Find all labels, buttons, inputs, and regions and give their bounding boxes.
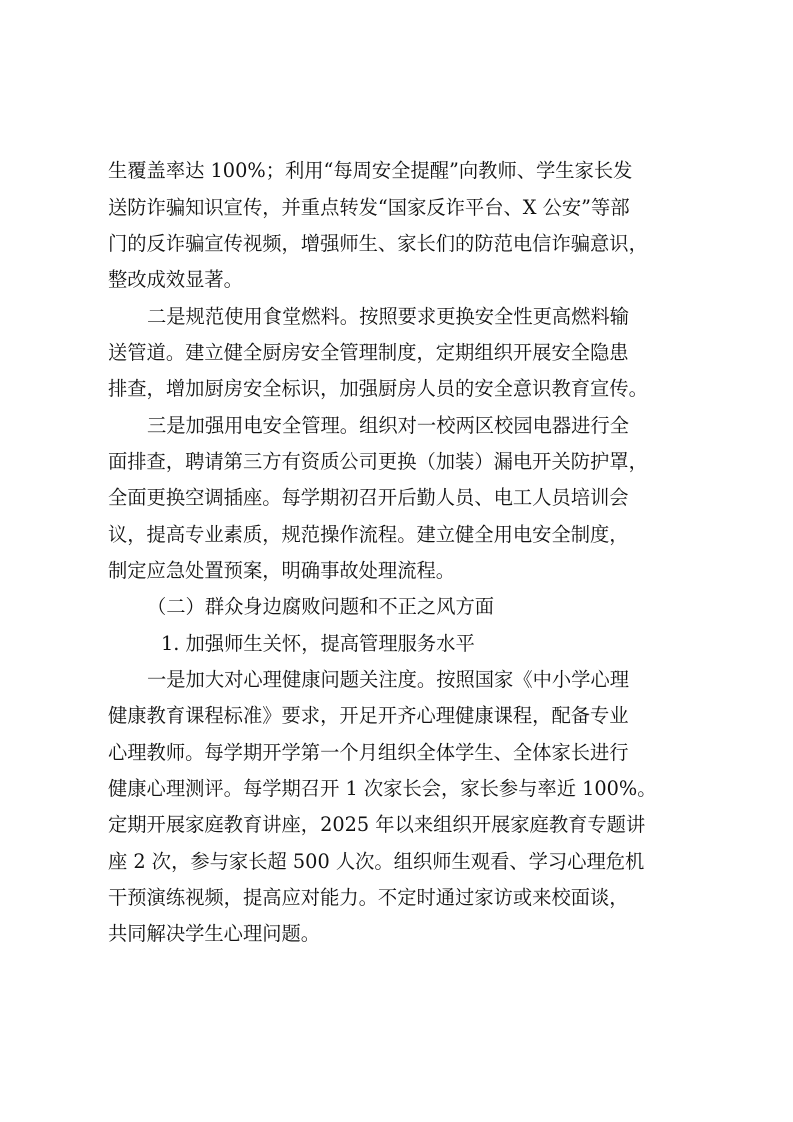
text-line: 健康教育课程标准》要求，开足开齐心理健康课程，配备专业 bbox=[108, 704, 629, 727]
text-line: 健康心理测评。每学期召开 1 次家长会，家长参与率近 100%。 bbox=[108, 777, 657, 800]
text-line: 共同解决学生心理问题。 bbox=[108, 922, 321, 945]
text-line: 心理教师。每学期开学第一个月组织全体学生、全体家长进行 bbox=[108, 741, 629, 764]
text-line: 面排查，聘请第三方有资质公司更换（加装）漏电开关防护罩， bbox=[108, 450, 648, 473]
section-heading: （二）群众身边腐败问题和不正之风方面 bbox=[147, 595, 495, 618]
text-line: 整改成效显著。 bbox=[108, 268, 243, 291]
text-line: 送防诈骗知识宣传，并重点转发“国家反诈平台、X 公安”等部 bbox=[108, 196, 630, 219]
text-line: 门的反诈骗宣传视频，增强师生、家长们的防范电信诈骗意识， bbox=[108, 232, 648, 255]
subsection-heading: 1. 加强师生关怀，提高管理服务水平 bbox=[161, 632, 475, 655]
paragraph-first-line: 一是加大对心理健康问题关注度。按照国家《中小学心理 bbox=[147, 668, 630, 691]
text-line: 座 2 次，参与家长超 500 人次。组织师生观看、学习心理危机 bbox=[108, 850, 645, 873]
text-line: 生覆盖率达 100%；利用“每周安全提醒”向教师、学生家长发 bbox=[108, 159, 633, 182]
text-line: 定期开展家庭教育讲座，2025 年以来组织开展家庭教育专题讲 bbox=[108, 813, 646, 836]
text-line: 干预演练视频，提高应对能力。不定时通过家访或来校面谈， bbox=[108, 886, 629, 909]
paragraph-first-line: 三是加强用电安全管理。组织对一校两区校园电器进行全 bbox=[147, 414, 630, 437]
text-line: 议，提高专业素质，规范操作流程。建立健全用电安全制度， bbox=[108, 523, 629, 546]
text-line: 制定应急处置预案，明确事故处理流程。 bbox=[108, 559, 456, 582]
text-line: 全面更换空调插座。每学期初召开后勤人员、电工人员培训会 bbox=[108, 486, 629, 509]
text-line: 排查，增加厨房安全标识，加强厨房人员的安全意识教育宣传。 bbox=[108, 377, 648, 400]
text-line: 送管道。建立健全厨房安全管理制度，定期组织开展安全隐患 bbox=[108, 341, 629, 364]
paragraph-first-line: 二是规范使用食堂燃料。按照要求更换安全性更高燃料输 bbox=[147, 305, 630, 328]
